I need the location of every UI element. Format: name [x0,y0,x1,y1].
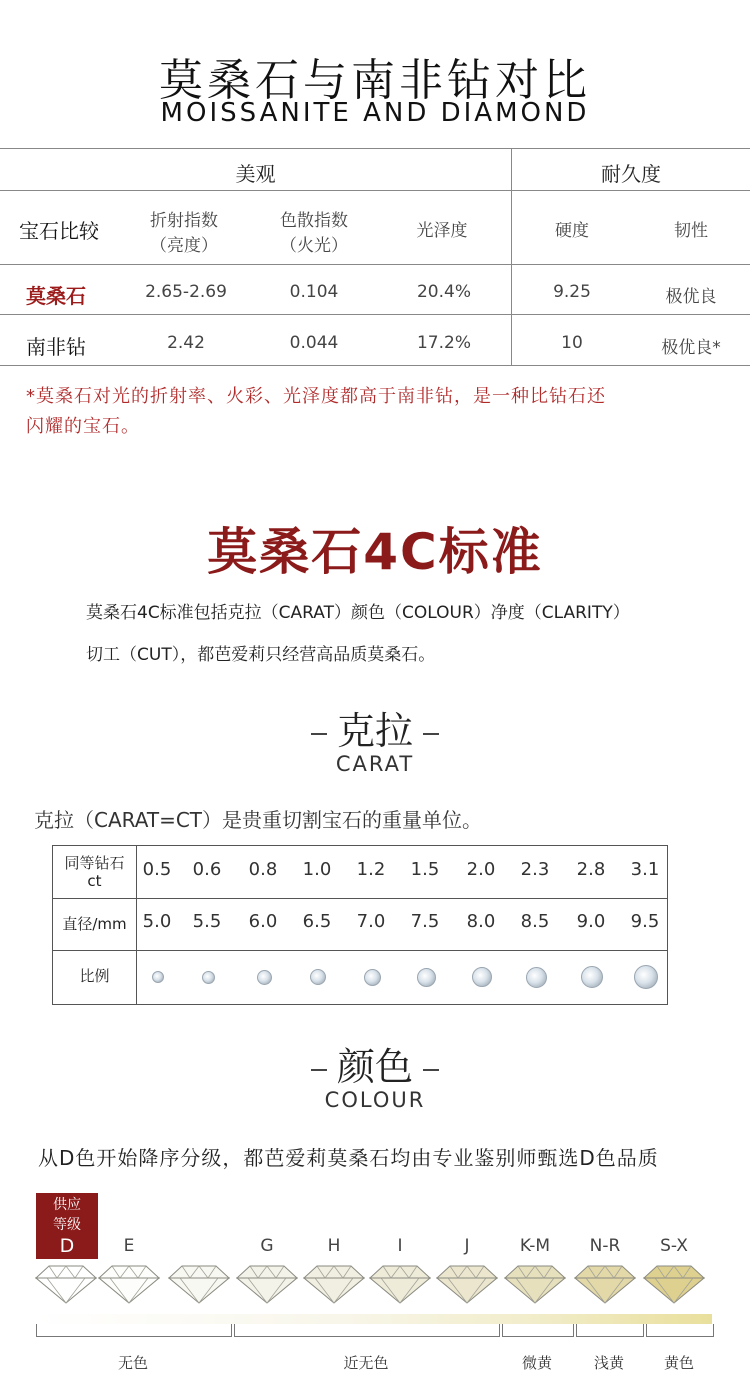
gem-scale-icon [472,967,492,987]
row-diamond-toughness: 极优良* [661,338,721,358]
row-moissanite-toughness: 极优良 [665,287,717,307]
row-moissanite-name: 莫桑石 [26,284,86,308]
diamond-icon [574,1264,636,1304]
gem-scale-icon [310,969,326,985]
label-carat: 同等钻石 ct [64,854,125,890]
diamond-icon [35,1264,97,1304]
diamond-icon [643,1264,705,1304]
col-refraction: 折射指数 （亮度） [150,211,218,256]
diameter-value: 5.5 [192,911,222,932]
colour-grade-label: K-M [519,1236,551,1256]
diamond-icon [303,1264,365,1304]
standard-title: 莫桑石4C标准 [207,523,543,581]
diamond-icon [504,1264,566,1304]
comparison-note: *莫桑石对光的折射率、火彩、光泽度都高于南非钻，是一种比钻石还 闪耀的宝石。 [26,386,606,437]
gem-scale-icon [364,969,381,986]
carat-value: 2.3 [520,859,550,880]
gem-scale-icon [202,971,215,984]
comparison-table [0,148,750,366]
diameter-value: 6.5 [302,911,332,932]
label-diameter: 直径/mm [62,915,127,933]
group-beauty: 美观 [235,162,276,186]
row-diamond-luster: 17.2% [416,333,471,353]
col-luster: 光泽度 [416,221,468,241]
col-dispersion: 色散指数 （火光） [280,211,348,256]
diameter-value: 8.0 [466,911,496,932]
page-subtitle: MOISSANITE AND DIAMOND [160,98,590,128]
colour-title: 颜色 [0,1036,750,1091]
category-faint-yellow: 微黄 [521,1354,552,1372]
colour-grade-label: H [327,1236,341,1256]
dash-left [311,1069,327,1071]
group-durability: 耐久度 [601,162,661,186]
category-yellow: 黄色 [663,1354,694,1372]
bracket-yellow [646,1324,714,1337]
standard-intro-line2: 切工（CUT），都芭爱莉只经营高品质莫桑石。 [86,645,436,665]
colour-grade-label: I [397,1236,403,1256]
diamond-icon [236,1264,298,1304]
colour-grade-label: G [260,1236,274,1256]
diamond-icon [436,1264,498,1304]
bracket-faint-yellow [502,1324,574,1337]
colour-grade-label: S-X [660,1236,688,1256]
diamond-icon [168,1264,230,1304]
dash-right [423,1069,439,1071]
dash-left [311,733,327,735]
page-title: 莫桑石与南非钻对比 [159,55,591,106]
diamond-icon [98,1264,160,1304]
category-colorless: 无色 [117,1354,148,1372]
carat-value: 0.8 [248,859,278,880]
carat-title: 克拉 [0,700,750,755]
colour-grade-label: E [123,1236,135,1256]
label-scale: 比例 [79,967,110,985]
gem-scale-icon [417,968,436,987]
supply-grade-badge: 供应 等级 D [36,1193,98,1259]
category-near-colorless: 近无色 [343,1354,389,1372]
diameter-value: 8.5 [520,911,550,932]
gem-scale-icon [526,967,547,988]
gem-scale-icon [581,966,603,988]
diameter-value: 7.0 [356,911,386,932]
col-hardness: 硬度 [555,221,589,241]
carat-value: 2.8 [576,859,606,880]
carat-table [52,845,668,1005]
carat-value: 0.6 [192,859,222,880]
carat-subtitle: CARAT [335,752,415,776]
row-diamond-hardness: 10 [561,333,583,353]
gem-scale-icon [152,971,164,983]
carat-value: 3.1 [630,859,660,880]
diameter-value: 7.5 [410,911,440,932]
bracket-colorless [36,1324,232,1337]
diameter-value: 9.5 [630,911,660,932]
diameter-value: 9.0 [576,911,606,932]
row-moissanite-hardness: 9.25 [553,282,591,302]
carat-value: 0.5 [142,859,172,880]
bracket-light-yellow [576,1324,644,1337]
row-moissanite-luster: 20.4% [416,282,471,302]
diamond-icon [369,1264,431,1304]
standard-intro-line1: 莫桑石4C标准包括克拉（CARAT）颜色（COLOUR）净度（CLARITY） [86,603,630,623]
colour-grade-label: N-R [589,1236,621,1256]
colour-description: 从D色开始降序分级，都芭爱莉莫桑石均由专业鉴别师甄选D色品质 [38,1146,659,1170]
row-diamond-dispersion: 0.044 [289,333,339,353]
colour-grade-label: J [464,1236,470,1256]
category-light-yellow: 浅黄 [593,1354,624,1372]
row-diamond-refraction: 2.42 [167,333,205,353]
diameter-value: 5.0 [142,911,172,932]
colour-subtitle: COLOUR [324,1088,426,1112]
diameter-value: 6.0 [248,911,278,932]
row-diamond-name: 南非钻 [26,335,86,359]
carat-value: 1.0 [302,859,332,880]
gem-scale-icon [634,965,658,989]
carat-description: 克拉（CARAT=CT）是贵重切割宝石的重量单位。 [34,808,483,832]
carat-value: 1.2 [356,859,386,880]
col-toughness: 韧性 [674,221,708,241]
bracket-near-colorless [234,1324,500,1337]
col-gem: 宝石比较 [19,219,99,243]
carat-value: 1.5 [410,859,440,880]
row-moissanite-refraction: 2.65-2.69 [145,282,227,302]
dash-right [423,733,439,735]
row-moissanite-dispersion: 0.104 [289,282,339,302]
carat-value: 2.0 [466,859,496,880]
colour-scale-bar [36,1314,712,1324]
gem-scale-icon [257,970,272,985]
